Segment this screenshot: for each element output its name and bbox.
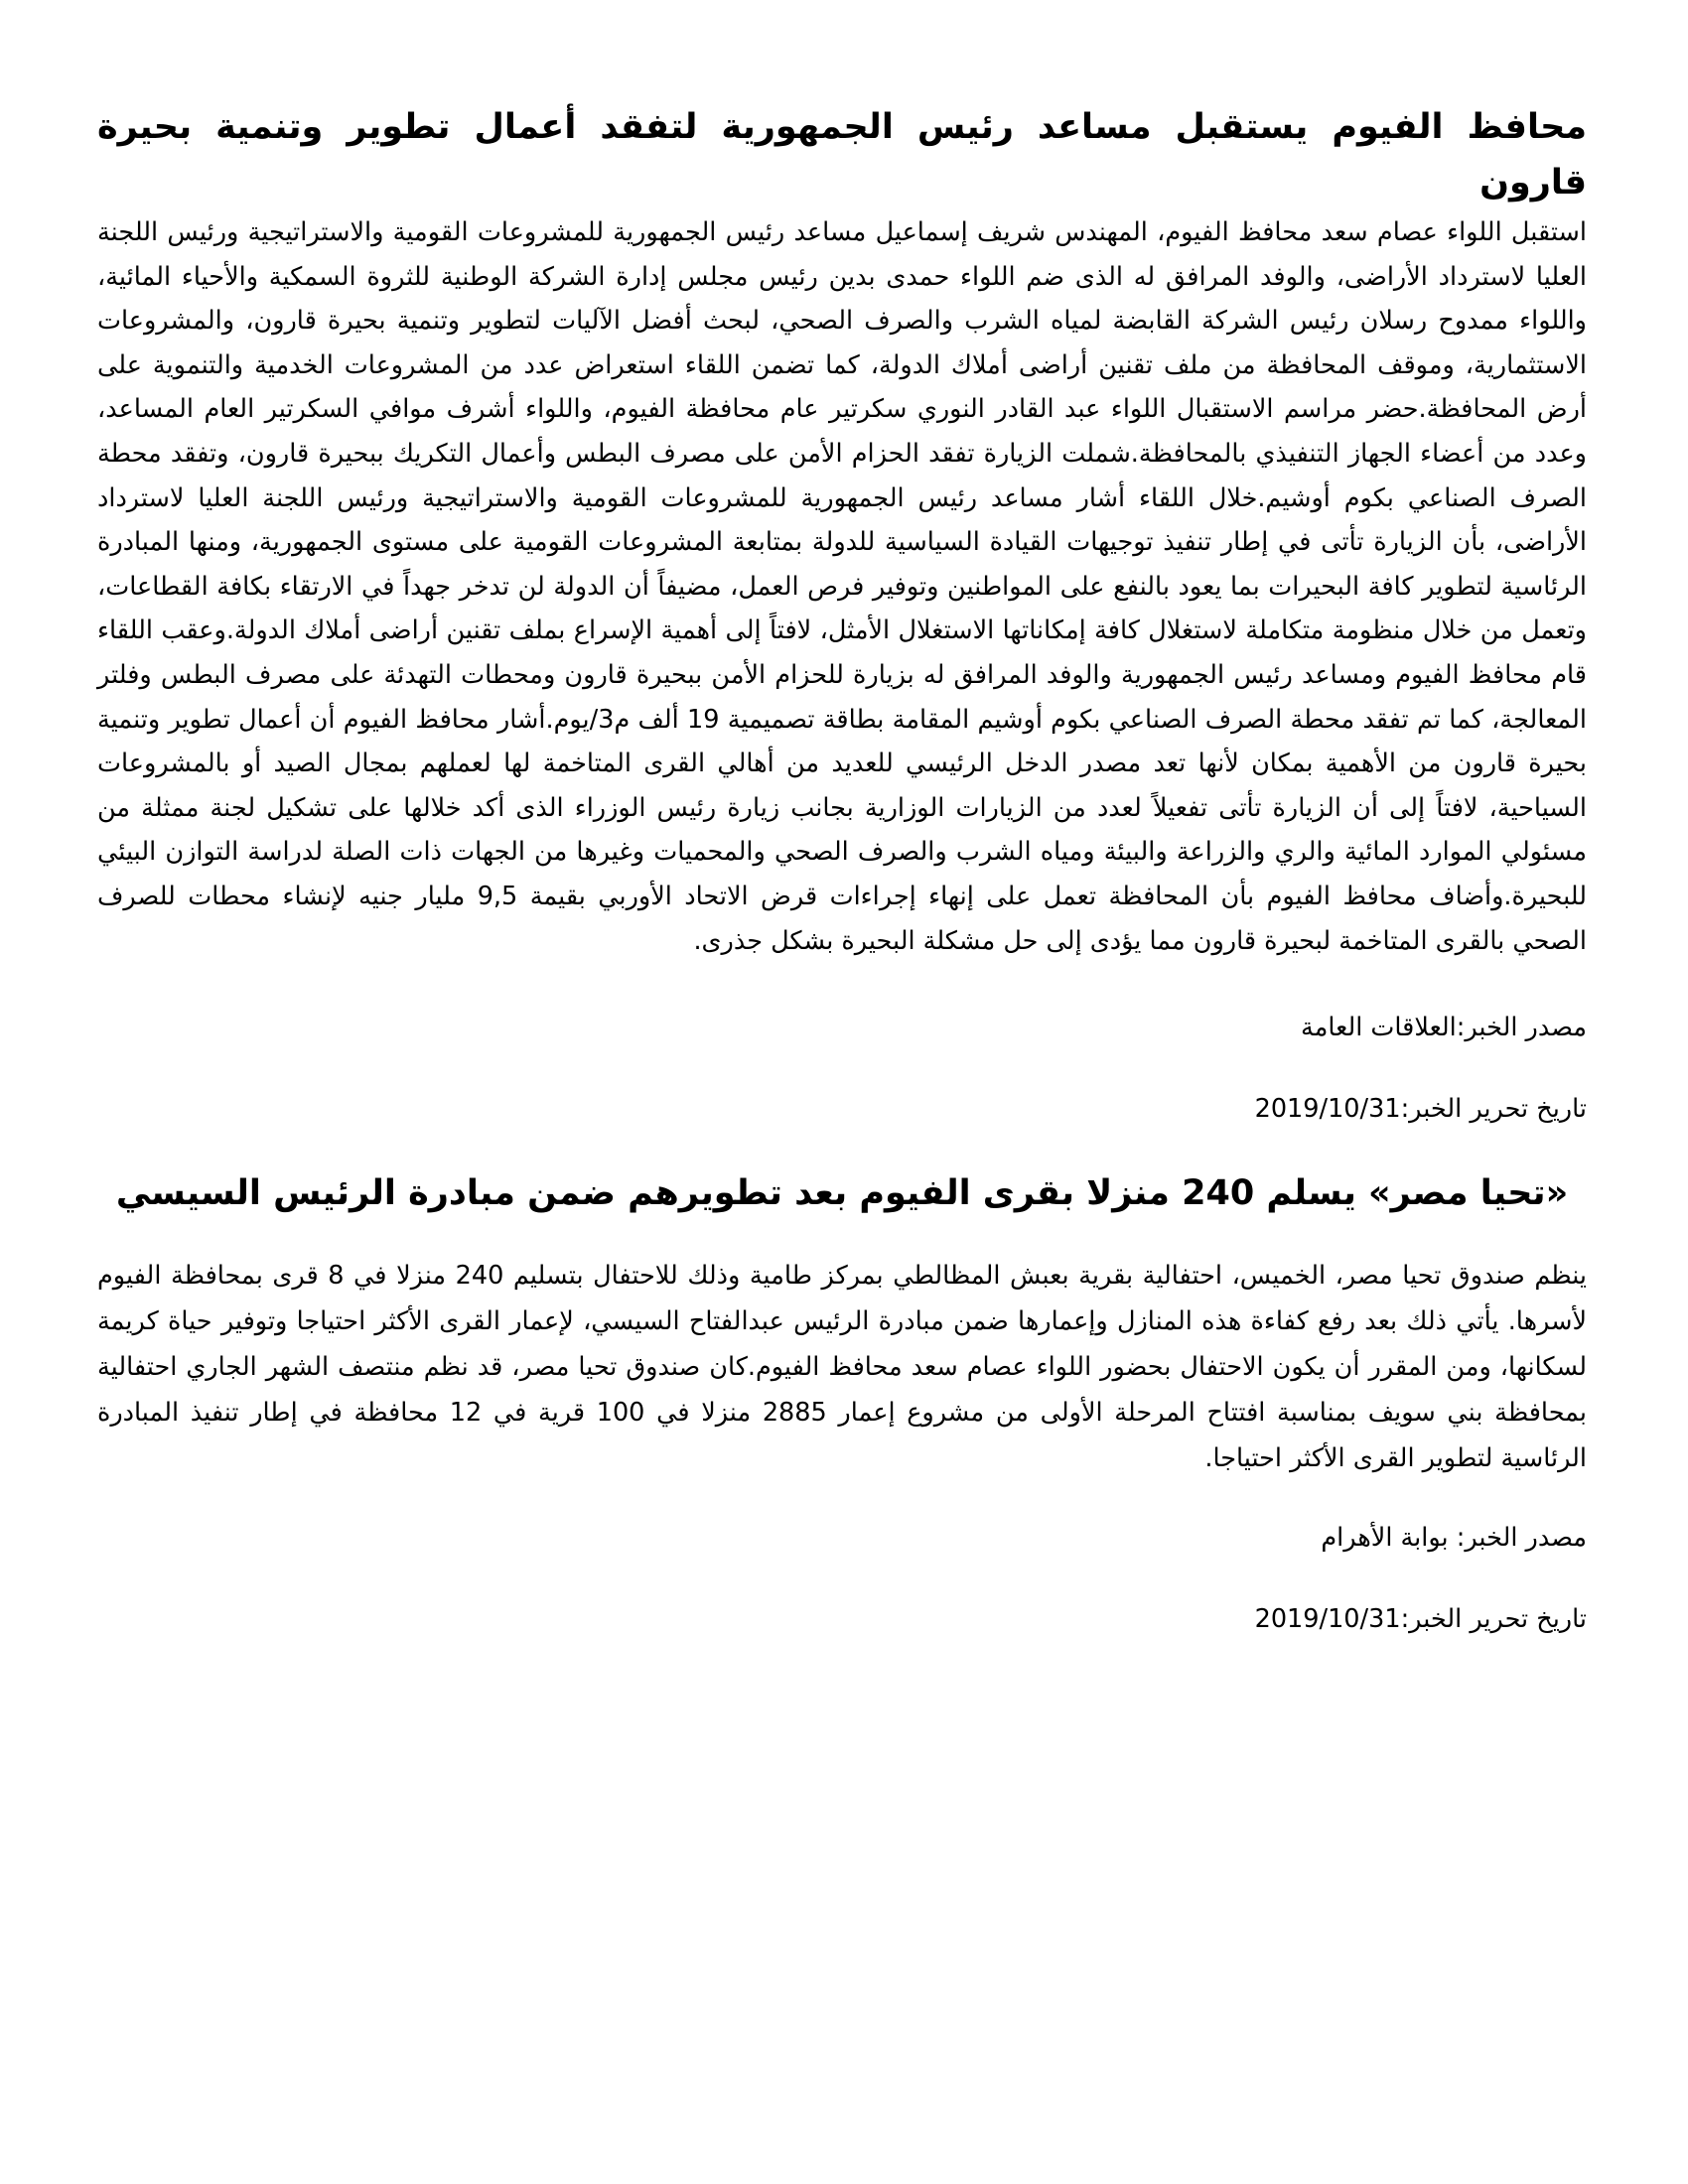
article-tahya-misr xyxy=(97,1165,1587,1636)
news-source xyxy=(97,1521,1587,1555)
source-value: العلاقات العامة xyxy=(1301,1013,1457,1043)
news-source xyxy=(97,1011,1587,1044)
source-value: بوابة الأهرام xyxy=(1321,1523,1457,1554)
article-title: محافظ الفيوم يستقبل مساعد رئيس الجمهورية لتفقد أعمال تطوير وتنمية بحيرة قارون xyxy=(97,107,1587,203)
source-label: مصدر الخبر: xyxy=(1456,1013,1587,1043)
article-body: ينظم صندوق تحيا مصر، الخميس، احتفالية بقرية بعبش المظالطي بمركز طامية وذلك للاحتفال بتسليم 240 منزلا في 8 قرى بمحافظة الفيوم لأسرها. يأتي ذلك بعد رفع كفاءة هذه المنازل وإعمارها ضمن مبادرة الرئيس عبدالفتاح السيسي، لإعمار القرى الأكثر احتياجا وتوفير حياة كريمة لسكانها، ومن المقرر أن يكون الاحتفال بحضور اللواء عصام سعد محافظ الفيوم.كان صندوق تحيا مصر، قد نظم منتصف الشهر الجاري احتفالية بمحافظة بني سويف بمناسبة افتتاح المرحلة الأولى من مشروع إعمار 2885 منزلا في 100 قرية في 12 محافظة في إطار تنفيذ المبادرة الرئاسية لتطوير القرى الأكثر احتياجا. xyxy=(97,1261,1588,1474)
article-body: استقبل اللواء عصام سعد محافظ الفيوم، المهندس شريف إسماعيل مساعد رئيس الجمهورية للمشروعات القومية والاستراتيجية ورئيس اللجنة العليا لاسترداد الأراضى، والوفد المرافق له الذى ضم اللواء حمدى بدين رئيس مجلس إدارة الشركة الوطنية للثروة السمكية والأحياء المائية، واللواء ممدوح رسلان رئيس الشركة القابضة لمياه الشرب والصرف الصحي، لبحث أفضل الآليات لتطوير وتنمية بحيرة قارون، والمشروعات الاستثمارية، وموقف المحافظة من ملف تقنين أراضى أملاك الدولة، كما تضمن اللقاء استعراض عدد من المشروعات الخدمية والتنموية على أرض المحافظة.حضر مراسم الاستقبال اللواء عبد القادر النوري سكرتير عام محافظة الفيوم، واللواء أشرف موافي السكرتير العام المساعد، وعدد من أعضاء الجهاز التنفيذي بالمحافظة.شملت الزيارة تفقد الحزام الأمن على مصرف البطس وأعمال التكريك ببحيرة قارون، وتفقد محطة الصرف الصناعي بكوم أوشيم.خلال اللقاء أشار مساعد رئيس الجمهورية للمشروعات القومية والاستراتيجية ورئيس اللجنة العليا لاسترداد الأراضى، بأن الزيارة تأتى في إطار تنفيذ توجيهات القيادة السياسية للدولة بمتابعة المشروعات القومية على مستوى الجمهورية، ومنها المبادرة الرئاسية لتطوير كافة البحيرات بما يعود بالنفع على المواطنين وتوفير فرص العمل، مضيفاً أن الدولة لن تدخر جهداً في الارتقاء بكافة القطاعات، وتعمل من خلال منظومة متكاملة لاستغلال كافة إمكاناتها الاستغلال الأمثل، لافتاً إلى أهمية الإسراع بملف تقنين أراضى أملاك الدولة.وعقب اللقاء قام محافظ الفيوم ومساعد رئيس الجمهورية والوفد المرافق له بزيارة للحزام الأمن ببحيرة قارون ومحطات التهدئة على مصرف البطس وفلتر المعالجة، كما تم تفقد محطة الصرف الصناعي بكوم أوشيم المقامة بطاقة تصميمية 19 ألف م3/يوم.أشار محافظ الفيوم أن أعمال تطوير وتنمية بحيرة قارون من الأهمية بمكان لأنها تعد مصدر الدخل الرئيسي للعديد من أهالي القرى المتاخمة لها لعملهم بمجال الصيد أو بالمشروعات السياحية، لافتاً إلى أن الزيارة تأتى تفعيلاً لعدد من الزيارات الوزارية بجانب زيارة رئيس الوزراء الذى أكد خلالها على تشكيل لجنة ممثلة من مسئولي الموارد المائية والري والزراعة والبيئة ومياه الشرب والصرف الصحي والمحميات وغيرها من الجهات ذات الصلة لدراسة التوازن البيئي للبحيرة.وأضاف محافظ الفيوم بأن المحافظة تعمل على إنهاء إجراءات قرض الاتحاد الأوربي بقيمة 9,5 مليار جنيه لإنشاء محطات للصرف الصحي بالقرى المتاخمة لبحيرة قارون مما يؤدى إلى حل مشكلة البحيرة بشكل جذرى. xyxy=(97,217,1587,956)
date-label: تاريخ تحرير الخبر: xyxy=(1400,1604,1587,1635)
date-label: تاريخ تحرير الخبر: xyxy=(1400,1094,1587,1125)
source-label: مصدر الخبر: xyxy=(1456,1523,1587,1554)
edit-date xyxy=(97,1092,1587,1126)
date-value: 2019/10/31 xyxy=(1254,1604,1401,1635)
document-page xyxy=(97,99,1587,1636)
article-lake-qarun xyxy=(97,99,1587,1126)
edit-date xyxy=(97,1602,1587,1636)
date-value: 2019/10/31 xyxy=(1254,1094,1401,1125)
article-title: «تحيا مصر» يسلم 240 منزلا بقرى الفيوم بعد تطويرهم ضمن مبادرة الرئيس السيسي xyxy=(115,1173,1569,1214)
